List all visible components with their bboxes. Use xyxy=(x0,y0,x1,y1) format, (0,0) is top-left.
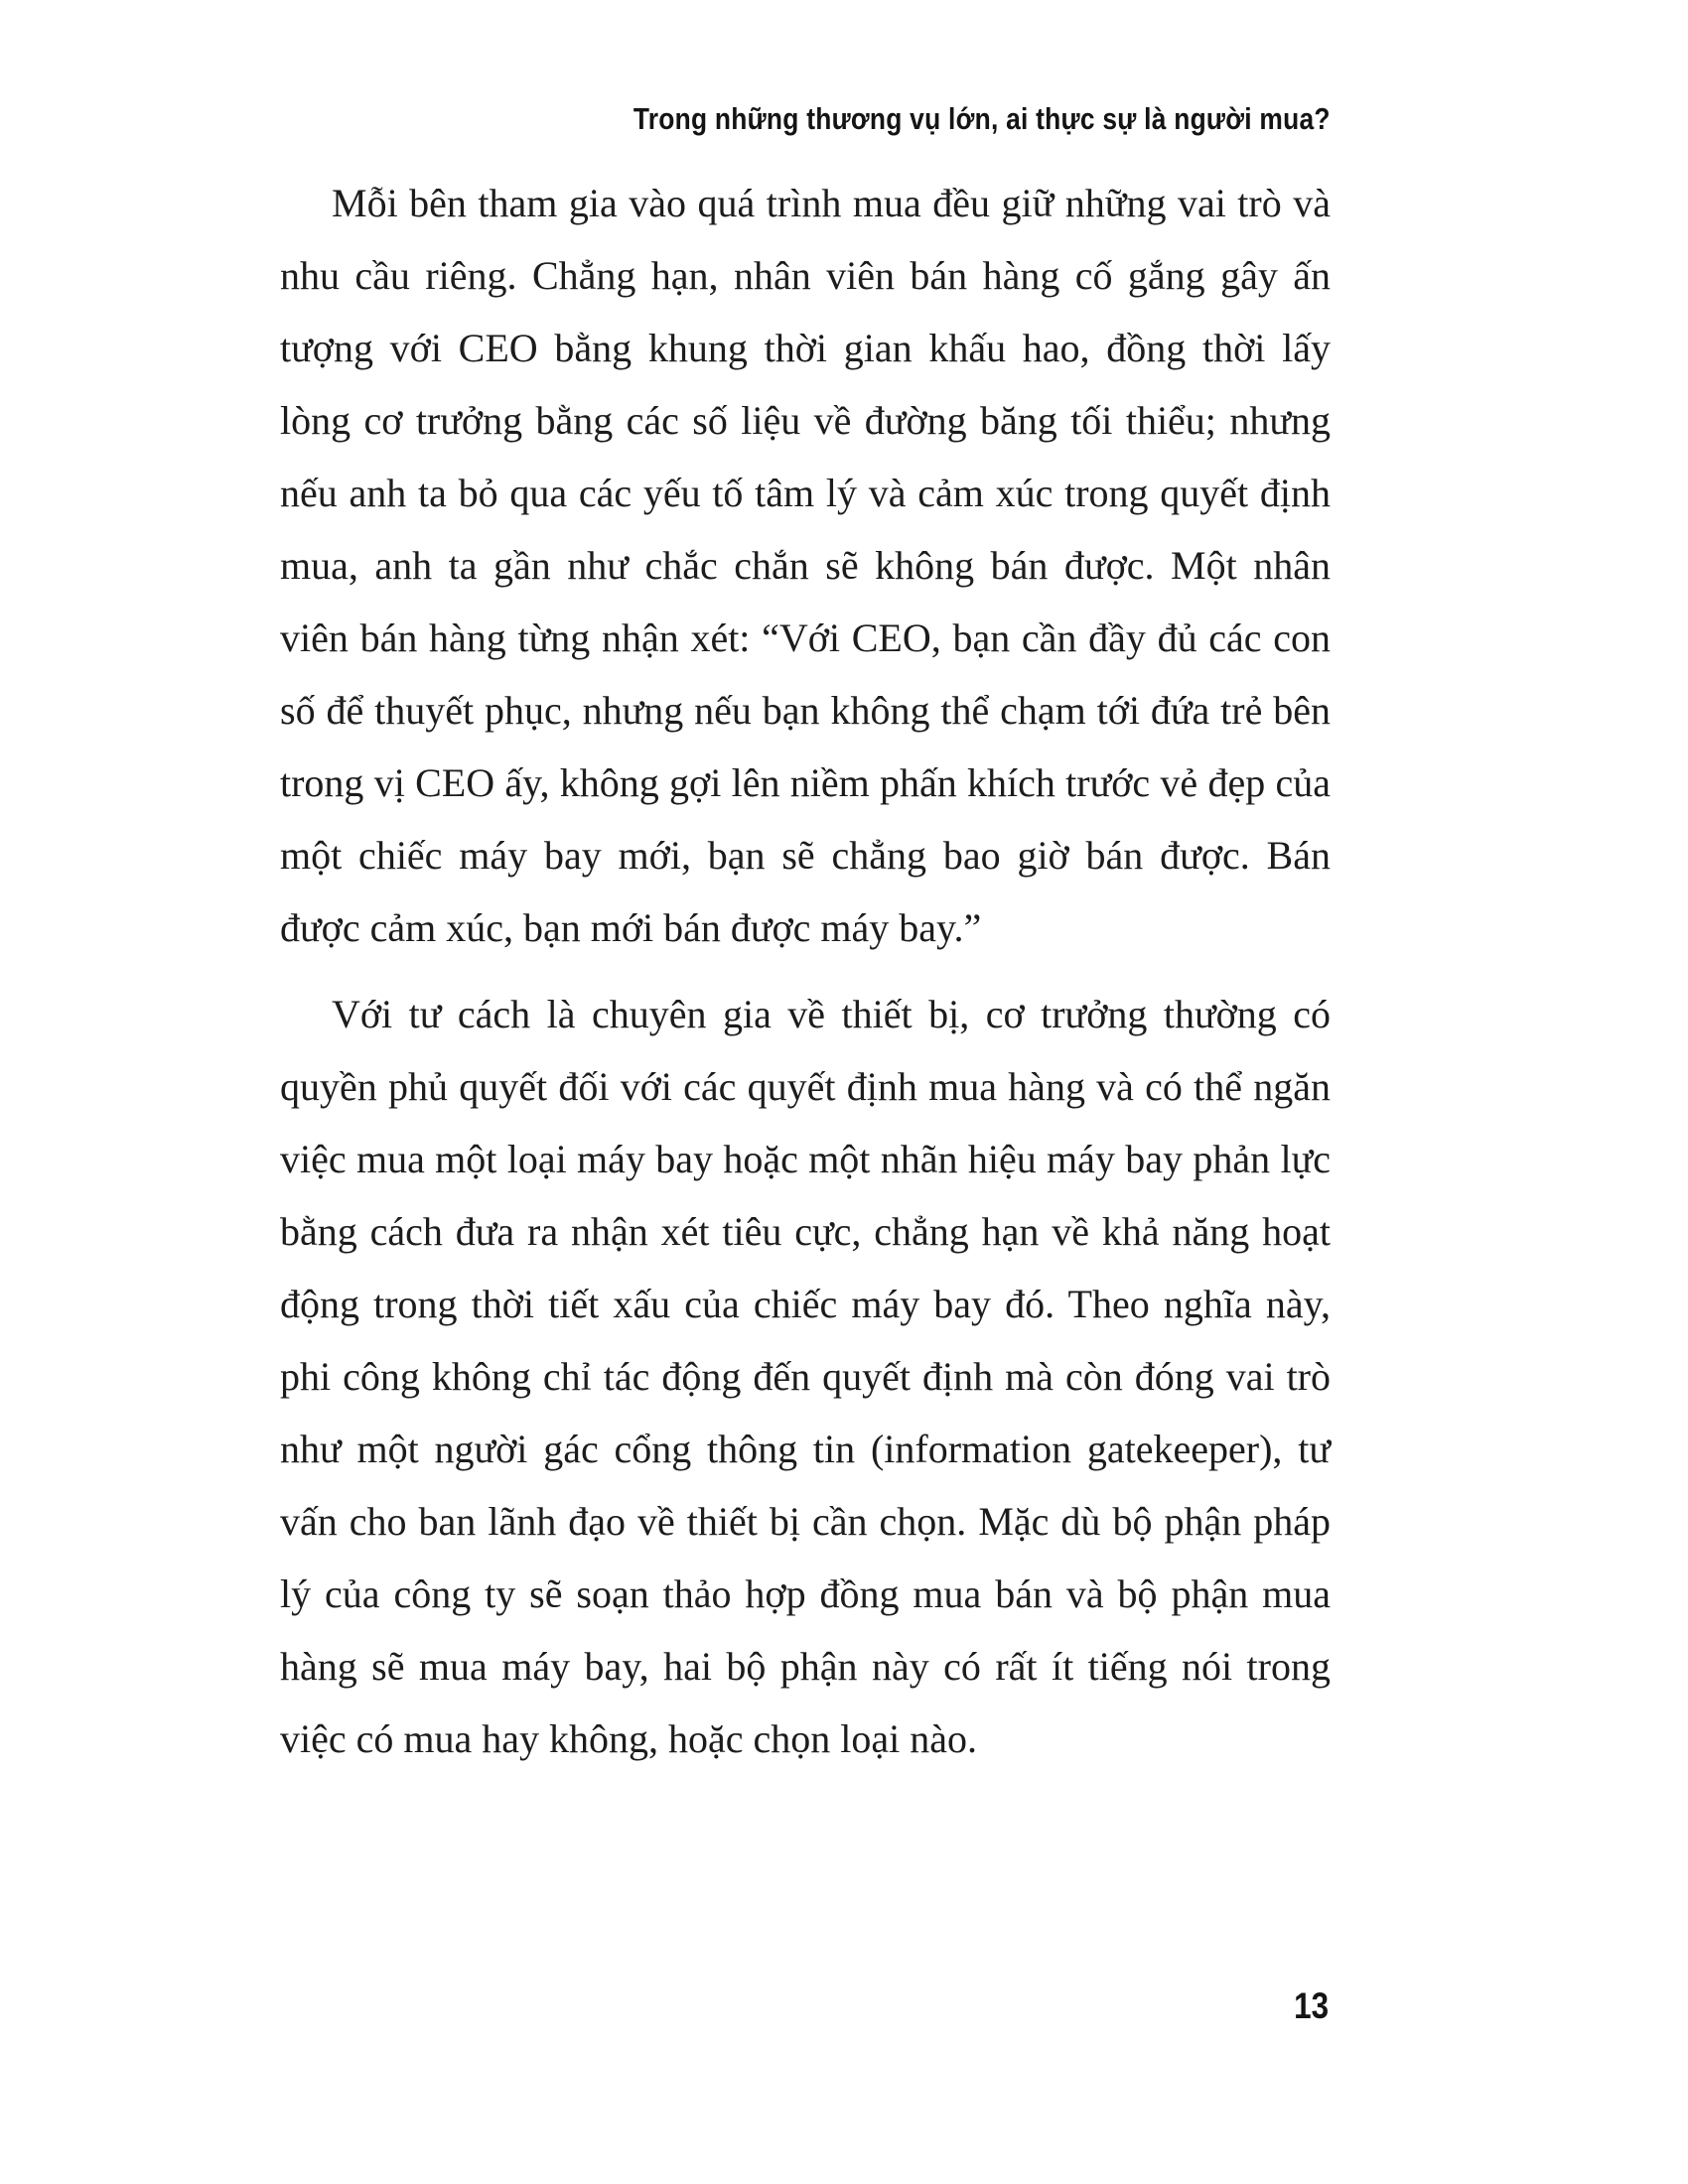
paragraph-2: Với tư cách là chuyên gia về thiết bị, cơ trưởng thường có quyền phủ quyết đối với các quyết định mua hàng và có thể ngăn việc mua một loại máy bay hoặc một nhãn hiệu máy bay phản lực bằng cách đưa ra nhận xét tiêu cực, chẳng hạn về khả năng hoạt động trong thời tiết xấu của chiếc máy bay đó. Theo nghĩa này, phi công không chỉ tác động đến quyết định mà còn đóng vai trò như một người gác cổng thông tin (information gatekeeper), tư vấn cho ban lãnh đạo về thiết bị cần chọn. Mặc dù bộ phận pháp lý của công ty sẽ soạn thảo hợp đồng mua bán và bộ phận mua hàng sẽ mua máy bay, hai bộ phận này có rất ít tiếng nói trong việc có mua hay không, hoặc chọn loại nào. xyxy=(280,992,1331,1761)
paragraph-1: Mỗi bên tham gia vào quá trình mua đều giữ những vai trò và nhu cầu riêng. Chẳng hạn, nhân viên bán hàng cố gắng gây ấn tượng với CEO bằng khung thời gian khấu hao, đồng thời lấy lòng cơ trưởng bằng các số liệu về đường băng tối thiểu; nhưng nếu anh ta bỏ qua các yếu tố tâm lý và cảm xúc trong quyết định mua, anh ta gần như chắc chắn sẽ không bán được. Một nhân viên bán hàng từng nhận xét: “Với CEO, bạn cần đầy đủ các con số để thuyết phục, nhưng nếu bạn không thể chạm tới đứa trẻ bên trong vị CEO ấy, không gợi lên niềm phấn khích trước vẻ đẹp của một chiếc máy bay mới, bạn sẽ chẳng bao giờ bán được. Bán được cảm xúc, bạn mới bán được máy bay.” xyxy=(280,181,1331,950)
page-body xyxy=(280,167,1331,1775)
running-header: Trong những thương vụ lớn, ai thực sự là người mua? xyxy=(633,101,1331,136)
page-number: 13 xyxy=(1294,1985,1329,2026)
